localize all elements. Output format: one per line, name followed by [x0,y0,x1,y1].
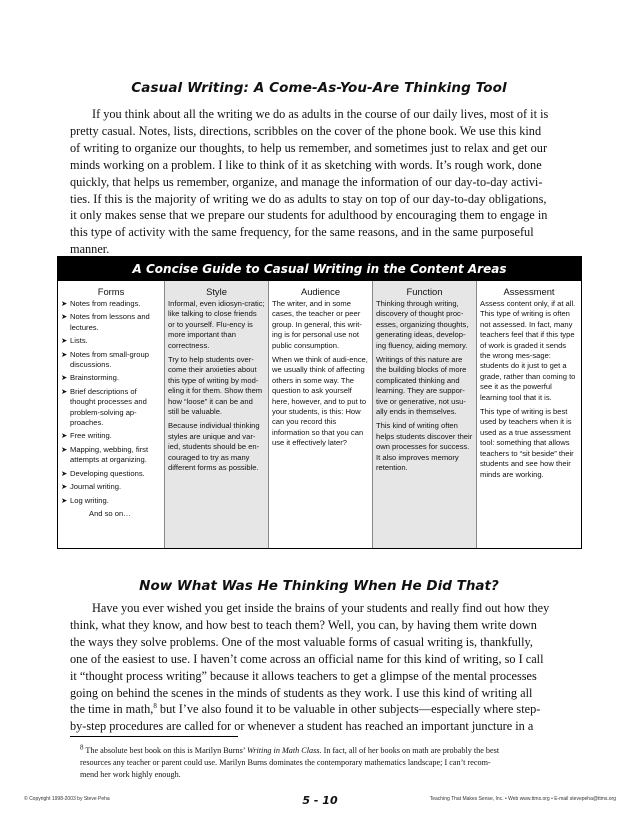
body-line: Have you ever wished you get inside the brains of your students and really find out how they [92,601,550,615]
list-item: ➤ Developing questions. [61,468,145,478]
list-item: ➤ Notes from small-group discussions. [61,349,149,370]
list-item: ➤ Free writing. [61,431,112,441]
style-header: Style [206,286,227,297]
assessment-text: Assess content only, if at all. This type of writing is often not assessed. In fact, many teachers feel that if this type of work is graded it sends the wrong mes-sage: students do it just to get a grade, rather than coming to see it as the powerful learning tool that it is. [480,299,576,402]
footnote-line: $^8$ The absolute best book on this is Marilyn Burns’ Writing in Math Class. In fact, all of her books on math are probably the best [80,743,500,755]
arrow-right-icon: ➤ [61,444,68,454]
body-line: one of the easiest to use. I haven’t come across an official name for this kind of writing, so I call [70,651,544,666]
arrow-right-icon: ➤ [61,336,68,346]
and-so-on-text: And so on… [89,508,131,518]
section-title-thinking: Now What Was He Thinking When He Did That? [139,578,499,594]
list-item: ➤ Journal writing. [61,482,122,492]
intro-line: ties. If this is the majority of writing we do as adults to stay on top of our day-to-day obligations, [70,191,547,206]
publisher-contact: Teaching That Makes Sense, Inc. • Web www.ttms.org • E-mail stevepeha@ttms.org [429,796,616,802]
intro-line: minds working on a problem. I like to think of it as sketching with words. It’s rough work, done [70,157,542,172]
forms-column [58,281,164,548]
footnote [70,745,570,780]
list-item: ➤ Notes from readings. [61,299,141,308]
intro-line: quickly, that helps us remember, organize, and manage the information of our day-to-day activi- [70,174,543,189]
style-column [164,281,268,548]
body-line: by-step procedures are called for or whenever a student has reached an important juncture in a [70,719,534,734]
book-title: Writing in Math Class. [246,746,322,755]
audience-header: Audience [300,286,341,297]
arrow-right-icon: ➤ [61,299,68,308]
assessment-header: Assessment [503,286,555,297]
intro-line: manner. [70,242,110,257]
body-line: think, what they know, and how best to teach them? Well, you can, by having them write down [70,617,537,632]
footnote-ref: 8 [153,702,157,711]
page-number: 5 - 10 [302,794,338,807]
arrow-right-icon: ➤ [61,349,68,359]
forms-header: Forms [97,286,125,297]
list-item: ➤ Log writing. [61,495,109,505]
list-item: ➤ Brainstorming. [61,373,119,383]
assessment-text: This type of writing is best used by teachers when it is used as a true assessment tool: something that allows teachers to “sit beside” their students and see how their minds are working. [480,407,574,479]
arrow-right-icon: ➤ [61,468,68,478]
list-item: ➤ Notes from lessons and lectures. [61,312,150,332]
forms-list [61,299,161,506]
body-line: the ways they solve problems. One of the most valuable forms of casual writing is, thankfully, [70,634,533,649]
function-text: This kind of writing often helps students discover their own processes for success. It also improves memory retention. [376,421,473,473]
style-text: Try to help students over-come their anxieties about this type of writing by mod-eling it for them. Show them how “loose” it can be and still be valuable. [168,355,263,417]
function-header: Function [406,286,443,297]
assessment-column [476,281,581,548]
intro-line: it only makes sense that we prepare our students for adulthood by encouraging them to engage in [70,208,548,223]
intro-line: of writing to organize our thoughts, to help us remember, and sometimes just to relax and get our [70,140,548,155]
list-item: ➤ Mapping, webbing, first attempts at organizing. [61,444,149,465]
intro-line: If you think about all the writing we do as adults in the course of our daily lives, most of it is [92,107,549,121]
page-footer [24,794,616,806]
list-item: ➤ Lists. [61,336,88,346]
copyright-text: © Copyright 1998-2003 by Steve Peha [24,796,110,802]
arrow-right-icon: ➤ [61,312,68,322]
guide-title: A Concise Guide to Casual Writing in the Content Areas [58,257,581,281]
arrow-right-icon: ➤ [61,431,68,441]
audience-text: When we think of audi-ence, we usually think of affecting others in some way. The question to ask yourself here, however, and to put to your students, is this: How can you record this information so that you can use it effectively later? [272,355,368,448]
audience-column [268,281,372,548]
function-column [372,281,476,548]
footnote-number: 8 [80,743,84,752]
arrow-right-icon: ➤ [61,495,68,505]
intro-paragraph [70,106,566,258]
function-text: Thinking through writing, discovery of thought proc-esses, organizing thoughts, generating ideas, develop-ing fluency, aiding memory. [376,299,469,350]
concise-guide-table [57,256,582,549]
footnote-line: resources any teacher or parent could use. Marilyn Burns dominates the contemporary mathematics landscape; I can’t recom- [80,757,491,767]
arrow-right-icon: ➤ [61,386,68,396]
footnote-line: mend her work highly enough. [80,769,181,779]
body-line: the time in math,$^8$ but I’ve also found it to be valuable in other subjects—especially where step- [70,702,541,717]
list-item: ➤ Brief descriptions of thought processes and problem-solving ap-proaches. [61,386,147,428]
body-line: it “thought process writing” because it allows teachers to get a glimpse of the mental processes [70,668,537,683]
audience-text: The writer, and in some cases, the teacher or peer group. In general, this writ-ing is for personal use not public consumption. [272,299,362,350]
thought-process-paragraph [70,600,566,735]
intro-line: pretty casual. Notes, lists, directions, scribbles on the cover of the phone book. We use this kind [70,123,542,138]
footnote-divider [70,736,238,737]
style-text: Because individual thinking styles are unique and var-ied, students should be en-couraged to try as many different forms as possible. [168,421,260,473]
guide-columns [58,281,581,548]
intro-line: this type of activity with the same frequency, for the same reasons, and in the same purposeful [70,225,534,240]
function-text: Writings of this nature are the building blocks of more complicated thinking and learning. They are suppor-tive or generative, not usu-ally ends in themselves. [376,355,467,417]
arrow-right-icon: ➤ [61,373,68,383]
arrow-right-icon: ➤ [61,482,68,492]
style-text: Informal, even idiosyn-cratic; like talking to close friends or to yourself. Flu-ency is more important than correctness. [168,299,265,350]
section-title-casual-writing: Casual Writing: A Come-As-You-Are Thinking Tool [131,80,507,96]
body-line: going on behind the scenes in the minds of students as they work. I use this kind of writing all [70,685,533,700]
